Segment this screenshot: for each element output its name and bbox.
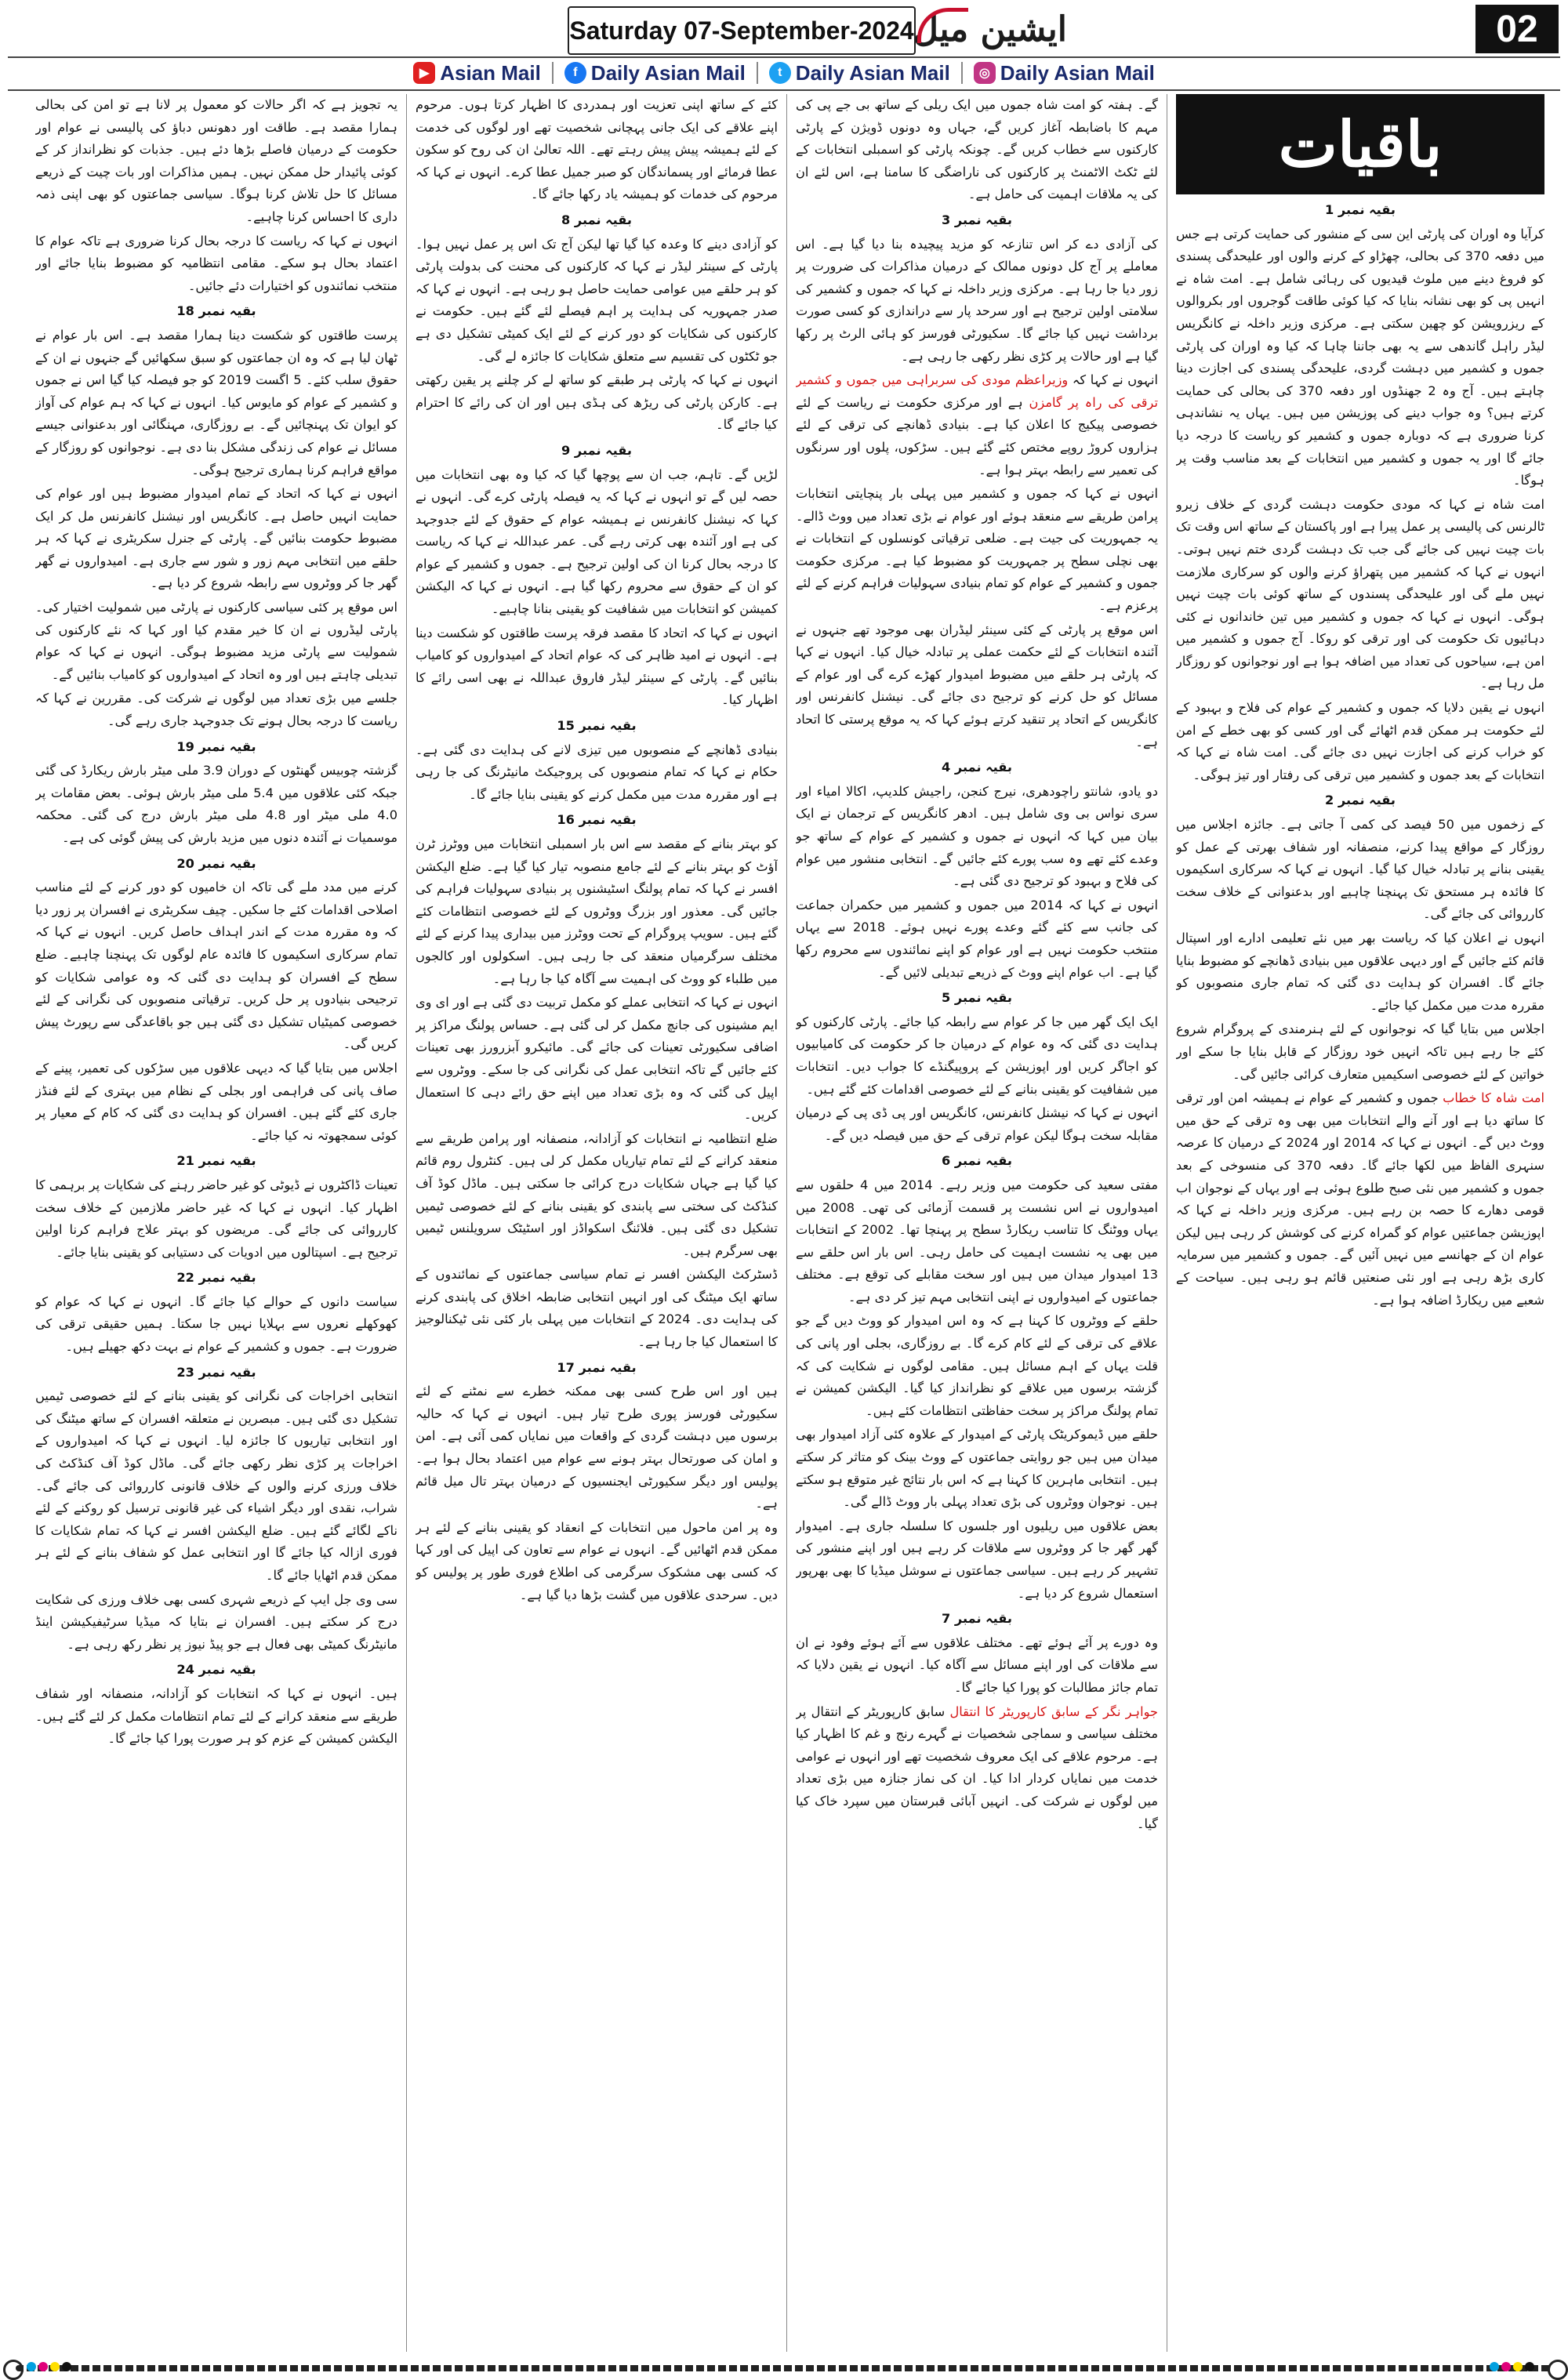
- social-label: Asian Mail: [440, 60, 541, 85]
- column-4: [35, 94, 397, 2352]
- article-paragraph: انہوں نے کہا کہ انتخابی عملے کو مکمل تربیت دی گئی ہے اور ای وی ایم مشینوں کی جانچ مکمل کر لی گئی ہے۔ حساس پولنگ مراکز پر اضافی سکیورٹی تعینات کی جائے گی۔ مائیکرو آبزرورز بھی تعینات کئے جائیں گے تاکہ انتخابی عمل کی نگرانی کی جا سکے۔ ووٹروں سے اپیل کی گئی کہ وہ بڑی تعداد میں اپنے حق رائے دہی کا استعمال کریں۔: [416, 995, 778, 1123]
- article-paragraph: اجلاس میں بتایا گیا کہ نوجوانوں کے لئے ہنرمندی کے پروگرام شروع کئے جا رہے ہیں تاکہ انہیں خود روزگار کے قابل بنایا جا سکے اور خواتین کے لئے خصوصی اسکیمیں متعارف کرائی جائیں گی۔: [1176, 1021, 1544, 1082]
- article-paragraph: اس موقع پر پارٹی کے کئی سینئر لیڈران بھی موجود تھے جنہوں نے آئندہ انتخابات کے لئے حکمت عملی پر تبادلہ خیال کیا۔ انہوں نے کہا کہ پارٹی ہر حلقے میں مضبوط امیدوار کھڑے کرے گی اور عوام کے مسائل کو حل کرنے کو ترجیح دی جائے گی۔ نیشنل کانفرنس اور کانگریس کے اتحاد پر تنقید کرتے ہوئے کہا کہ یہ موقع پرستی کا اتحاد ہے۔: [796, 622, 1158, 749]
- article-paragraph: حلقے میں ڈیموکریٹک پارٹی کے امیدوار کے علاوہ کئی آزاد امیدوار بھی میدان میں ہیں جو روایتی جماعتوں کے ووٹ بینک کو متاثر کر سکتے ہیں۔ انتخابی ماہرین کا کہنا ہے کہ اس بار نتائج غیر متوقع ہو سکتے ہیں۔ نوجوان ووٹروں کی بڑی تعداد پہلی بار ووٹ ڈالے گی۔: [796, 1427, 1158, 1510]
- continuation-heading: بقیہ نمبر 7: [942, 1611, 1012, 1627]
- continuation-heading: بقیہ نمبر 21: [176, 1153, 256, 1169]
- continuation-heading: بقیہ نمبر 20: [176, 855, 256, 871]
- facebook-icon: f: [564, 62, 586, 84]
- article-paragraph: کے زخموں میں 50 فیصد کی کمی آ جاتی ہے۔ جائزہ اجلاس میں روزگار کے مواقع پیدا کرنے، منصفانہ اور شفاف بھرتی کے عمل کو یقینی بنانے پر تبادلہ خیال کیا گیا۔ انہوں نے کہا کہ سرکاری اسکیموں کا فائدہ ہر مستحق تک پہنچنا چاہیے اور بدعنوانی کے خلاف سخت کارروائی کی جائے گی۔: [1176, 817, 1544, 922]
- newspaper-logo: [908, 2, 1073, 56]
- article-paragraph: یہ تجویز ہے کہ اگر حالات کو معمول پر لانا ہے تو امن کی بحالی ہمارا مقصد ہے۔ طاقت اور دھونس دباؤ کی پالیسی نے عوام اور حکومت کے درمیان فاصلے بڑھا دئے ہیں۔ جذبات کو نظرانداز کر کے کوئی پائیدار حل ممکن نہیں۔ ہمیں مذاکرات اور بات چیت کے ذریعے مسائل کا حل تلاش کرنا ہوگا۔ سیاسی جماعتوں کو بھی اپنی ذمہ داری کا احساس کرنا چاہیے۔: [35, 97, 397, 224]
- twitter-icon: t: [769, 62, 791, 84]
- article-paragraph: ہیں۔ انہوں نے کہا کہ انتخابات کو آزادانہ، منصفانہ اور شفاف طریقے سے منعقد کرانے کے لئے تمام انتظامات مکمل کر لئے گئے ہیں۔ الیکشن کمیشن کے عزم کو ہر صورت پورا کیا جائے گا۔: [35, 1685, 397, 1747]
- footer-rule: [16, 2365, 1552, 2371]
- article-paragraph: دو یادو، شانتو راچودھری، نیرج کنجن، راجیش کلدیپ، اکالا امیاء اور سری نواس بی وی شامل ہیں۔ ادھر کانگریس کے ترجمان نے ایک بیان میں کہا کہ انہوں نے جموں و کشمیر کے عوام کے ساتھ جو وعدے کئے تھے وہ سب پورے کئے جائیں گے۔ انتخابی منشور میں عوام کی فلاح و بہبود کو ترجیح دی گئی ہے۔: [796, 783, 1158, 889]
- continuation-heading: بقیہ نمبر 4: [942, 760, 1012, 775]
- article-paragraph: کرآیا وہ اوران کی پارٹی این سی کے منشور کی حمایت کرتی ہے جس میں دفعہ 370 کی بحالی، چھڑاو کے کرنے والوں اور علیحدگی پسندی کو فروغ دینے میں ملوث قیدیوں کی رہائی شامل ہے۔ امت شاہ نے انہیں پی کو بھی نشانہ بنایا کہ کیا کوئی طاقت گوجروں اور بکروالوں کے ریزرویشن کو چھین سکتی ہے۔ مرکزی وزیر داخلہ نے کانگریس لیڈر راہل گاندھی سے یہ بھی جاننا چاہا کہ کیا وہ اوران کی پارٹی جموں و کشمیر میں دہشت گردی، علیحدگی پسندی کی اجازت دینا چاہتے ہیں۔ آج وہ 2 جھنڈوں اور دفعہ 370 کی بحالی کی حمایت کرتے ہیں؟ وہ جواب دینے کی پوزیشن میں ہیں۔ یہاں یہ نشاندہی کرنا ضروری ہے کہ دوبارہ جموں و کشمیر کو ریاست کا درجہ دیا جائے گا اور یہ جموں و کشمیر میں انتخابات کے بعد مناسب وقت پر ہوگا۔: [1176, 226, 1544, 488]
- article-paragraph: انہوں نے کہا کہ 2014 میں جموں و کشمیر میں حکمران جماعت کی جانب سے کئے گئے وعدے پورے نہیں ہوئے۔ 2018 سے یہاں منتخب حکومت نہیں ہے اور عوام کو اپنے نمائندوں سے محروم رکھا گیا ہے۔ اب عوام اپنے ووٹ کے ذریعے تبدیلی لائیں گے۔: [796, 897, 1158, 980]
- article-paragraph: لڑیں گے۔ تاہم، جب ان سے پوچھا گیا کہ کیا وہ بھی انتخابات میں حصہ لیں گے تو انہوں نے کہا کہ یہ فیصلہ پارٹی کرے گی۔ انہوں نے کہا کہ نیشنل کانفرنس نے ہمیشہ عوام کے حقوق کے لئے جدوجہد کی ہے اور آئندہ بھی کرتی رہے گی۔ عمر عبداللہ نے کہا کہ ریاست کا درجہ بحال کرنا ان کی اولین ترجیح ہے۔ جموں و کشمیر کے عوام کو ان کے حقوق سے محروم رکھا گیا ہے۔ انہوں نے کہا کہ الیکشن کمیشن کو انتخابات میں شفافیت کو یقینی بنانا چاہیے۔: [416, 466, 778, 617]
- print-marks: [0, 2356, 1568, 2379]
- article-paragraph: وہ دورے پر آئے ہوئے تھے۔ مختلف علاقوں سے آئے ہوئے وفود نے ان سے ملاقات کی اور اپنے مسائل سے آگاہ کیا۔ انہوں نے یقین دلایا کہ تمام جائز مطالبات کو پورا کیا جائے گا۔: [796, 1634, 1158, 1695]
- social-bar: [0, 58, 1568, 88]
- color-swatches: [27, 2362, 71, 2371]
- article-paragraph: گزشتہ چوبیس گھنٹوں کے دوران 3.9 ملی میٹر بارش ریکارڈ کی گئی جبکہ کئی علاقوں میں 5.4 ملی میٹر بارش ہوئی۔ بعض مقامات پر 4.0 ملی میٹر اور 4.8 ملی میٹر بارش درج کی گئی۔ محکمہ موسمیات نے آئندہ دنوں میں مزید بارش کی پیش گوئی کی ہے۔: [35, 763, 397, 845]
- article-paragraph: بنیادی ڈھانچے کے منصوبوں میں تیزی لانے کی ہدایت دی گئی ہے۔ حکام نے کہا کہ تمام منصوبوں کی پروجیکٹ مانیٹرنگ کی جا رہی ہے اور مقررہ مدت میں مکمل کرنے کو یقینی بنایا جائے گا۔: [416, 742, 778, 802]
- article-paragraph: اس موقع پر کئی سیاسی کارکنوں نے پارٹی میں شمولیت اختیار کی۔ پارٹی لیڈروں نے ان کا خیر مقدم کیا اور کہا کہ نئے کارکنوں کی شمولیت سے پارٹی مزید مضبوط ہوگی۔ انہوں نے کہا کہ عوام تبدیلی چاہتے ہیں اور وہ اتحاد کے امیدواروں کو کامیاب بنائیں گے۔: [35, 600, 397, 682]
- highlight-text: امت شاہ کا خطاب: [1443, 1090, 1544, 1106]
- article-paragraph: [1176, 1087, 1544, 1312]
- article-paragraph: [796, 369, 1158, 481]
- social-instagram[interactable]: [974, 61, 1155, 85]
- article-paragraph: ایک ایک گھر میں جا کر عوام سے رابطہ کیا جائے۔ پارٹی کارکنوں کو ہدایت دی گئی کہ وہ عوام کے درمیان جا کر حکومت کی کامیابیوں کو اجاگر کریں اور اپوزیشن کے پروپیگنڈے کا جواب دیں۔ انتخابات میں شفافیت کو یقینی بنانے کے لئے خصوصی اقدامات کئے گئے ہیں۔: [796, 1014, 1158, 1097]
- article-paragraph: انہوں نے یقین دلایا کہ جموں و کشمیر کے عوام کی فلاح و بہبود کے لئے حکومت ہر ممکن قدم اٹھائے گی اور کسی کو بھی خطے کے امن کو خراب کرنے کی اجازت نہیں دی جائے گی۔ امت شاہ نے کہا کہ انتخابات کے بعد جموں و کشمیر میں ترقی کی رفتار اور تیز ہوگی۔: [1176, 700, 1544, 782]
- column-3: [416, 94, 778, 2352]
- article-paragraph: کئے کے ساتھ اپنی تعزیت اور ہمدردی کا اظہار کرتا ہوں۔ مرحوم اپنے علاقے کی ایک جانی پہچانی شخصیت تھے اور لوگوں کی خدمت کے لئے ہمیشہ پیش پیش رہتے تھے۔ اللہ تعالیٰ ان کی روح کو سکون عطا فرمائے اور پسماندگان کو صبر جمیل عطا کرے۔ انہوں نے کہا کہ مرحوم کی خدمات کو ہمیشہ یاد رکھا جائے گا۔: [416, 97, 778, 202]
- column-divider: [786, 94, 787, 2352]
- article-paragraph: سی وی جل ایپ کے ذریعے شہری کسی بھی خلاف ورزی کی شکایت درج کر سکتے ہیں۔ افسران نے بتایا کہ میڈیا سرٹیفیکیشن اینڈ مانیٹرنگ کمیٹی بھی فعال ہے جو پیڈ نیوز پر نظر رکھ رہی ہے۔: [35, 1591, 397, 1652]
- continuation-heading: بقیہ نمبر 24: [176, 1662, 256, 1678]
- article-paragraph: انتخابی اخراجات کی نگرانی کو یقینی بنانے کے لئے خصوصی ٹیمیں تشکیل دی گئی ہیں۔ مبصرین نے متعلقہ افسران کے ساتھ میٹنگ کی اور انتخابی تیاریوں کا جائزہ لیا۔ انہوں نے کہا کہ امیدواروں کے اخراجات پر کڑی نظر رکھی جائے گی۔ ماڈل کوڈ آف کنڈکٹ کی خلاف ورزی کرنے والوں کے خلاف قانونی کارروائی کی جائے گی۔ شراب، نقدی اور دیگر اشیاء کی غیر قانونی ترسیل کو روکنے کے لئے ناکے لگائے گئے ہیں۔ ضلع الیکشن افسر نے کہا کہ تمام شکایات کا فوری ازالہ کیا جائے گا اور انتخابی عمل کو شفاف بنانے کے لئے ہر ممکن قدم اٹھایا جائے گا۔: [35, 1388, 397, 1583]
- registration-mark-icon: [3, 2360, 24, 2380]
- continuation-heading: بقیہ نمبر 22: [176, 1270, 256, 1286]
- article-paragraph: وہ پر امن ماحول میں انتخابات کے انعقاد کو یقینی بنانے کے لئے ہر ممکن قدم اٹھائیں گے۔ انہوں نے عوام سے تعاون کی اپیل کی اور کہا کہ کسی بھی مشکوک سرگرمی کی اطلاع فوری طور پر پولیس کو دیں۔ سرحدی علاقوں میں گشت بڑھا دیا گیا ہے۔: [416, 1519, 778, 1602]
- continuation-heading: بقیہ نمبر 18: [176, 303, 256, 319]
- continuation-heading: بقیہ نمبر 3: [942, 212, 1012, 227]
- continuation-heading: بقیہ نمبر 1: [1325, 202, 1396, 217]
- article-paragraph: کی آزادی دے کر اس تنازعہ کو مزید پیچیدہ بنا دیا گیا ہے۔ اس معاملے پر آج کل دونوں ممالک کے درمیان مذاکرات کی ضرورت پر زور دیا جا رہا ہے۔ مرکزی وزیر داخلہ نے کہا کہ جموں و کشمیر کی سلامتی اولین ترجیح ہے اور سرحد پار سے دراندازی کو کسی صورت برداشت نہیں کیا جائے گا۔ سکیورٹی فورسز کو ہائی الرٹ پر رکھا گیا ہے اور حالات پر کڑی نظر رکھی جا رہی ہے۔: [796, 236, 1158, 364]
- article-paragraph: انہوں نے کہا کہ اتحاد کا مقصد فرقہ پرست طاقتوں کو شکست دینا ہے۔ انہوں نے امید ظاہر کی کہ عوام اتحاد کے امیدواروں کو کامیاب بنائیں گے۔ پارٹی کے سینئر لیڈر فاروق عبداللہ نے بھی اسی رائے کا اظہار کیا۔: [416, 625, 778, 708]
- youtube-icon: ▶: [413, 62, 435, 84]
- social-facebook[interactable]: [564, 61, 746, 85]
- article-paragraph: گے۔ ہفتہ کو امت شاہ جموں میں ایک ریلی کے ساتھ بی جے پی کی مہم کا باضابطہ آغاز کریں گے، جہاں وہ دونوں ڈویژن کے پارٹی کارکنوں سے خطاب کریں گے۔ چونکہ پارٹی کو اسمبلی انتخابات کے لئے ٹکٹ الاٹمنٹ پر کارکنوں کی ناراضگی کا سامنا ہے، اس لئے ان کی یہ ملاقات اہمیت کی حامل ہے۔: [796, 97, 1158, 202]
- social-label: Daily Asian Mail: [795, 60, 950, 85]
- divider: [552, 62, 554, 84]
- article-paragraph: انہوں نے کہا کہ اتحاد کے تمام امیدوار مضبوط ہیں اور عوام کی حمایت انہیں حاصل ہے۔ کانگریس اور نیشنل کانفرنس مل کر ایک مضبوط حکومت بنائیں گے۔ پارٹی کے جنرل سکریٹری نے کہا کہ ہر حلقے میں انتخابی مہم زور و شور سے جاری ہے۔ امیدواروں نے گھر گھر جا کر ووٹروں سے رابطہ شروع کر دیا ہے۔: [35, 486, 397, 591]
- column-1: [1176, 94, 1544, 2352]
- article-paragraph: انہوں نے کہا کہ پارٹی ہر طبقے کو ساتھ لے کر چلنے پر یقین رکھتی ہے۔ کارکن پارٹی کی ریڑھ کی ہڈی ہیں اور ان کی رائے کا احترام کیا جائے گا۔: [416, 372, 778, 433]
- continuation-heading: بقیہ نمبر 15: [557, 718, 637, 734]
- page-number: 02: [1475, 5, 1559, 53]
- issue-date: Saturday 07-September-2024: [568, 6, 916, 55]
- article-paragraph: کو آزادی دینے کا وعدہ کیا گیا تھا لیکن آج تک اس پر عمل نہیں ہوا۔ پارٹی کے سینئر لیڈر نے کہا کہ کارکنوں کی محنت کی بدولت پارٹی کو ہر حلقے میں عوامی حمایت حاصل ہو رہی ہے۔ انہوں نے کہا کہ صدر جمہوریہ کی ہدایت پر اہم فیصلے لئے گئے ہیں۔ حکومت نے کارکنوں کی شکایات کو دور کرنے کے لئے ایک کمیٹی تشکیل دی ہے جو ٹکٹوں کی تقسیم سے متعلق شکایات کا جائزہ لے گی۔: [416, 236, 778, 364]
- article-paragraph: کرنے میں مدد ملے گی تاکہ ان خامیوں کو دور کرنے کے لئے مناسب اصلاحی اقدامات کئے جا سکیں۔ چیف سکریٹری نے افسران پر زور دیا کہ وہ مقررہ مدت کے اندر اہداف حاصل کریں۔ انہوں نے کہا کہ تمام سرکاری اسکیموں کا فائدہ عام لوگوں تک پہنچنا چاہیے۔ ضلع سطح کے افسران کو ہدایت دی گئی کہ وہ عوامی شکایات کو ترجیحی بنیادوں پر حل کریں۔ ترقیاتی منصوبوں کی نگرانی کے لئے خصوصی کمیٹیاں تشکیل دی گئی ہیں جو باقاعدگی سے رپورٹ پیش کریں گی۔: [35, 880, 397, 1052]
- article-paragraph: پرست طاقتوں کو شکست دینا ہمارا مقصد ہے۔ اس بار عوام نے ٹھان لیا ہے کہ وہ ان جماعتوں کو سبق سکھائیں گے جنہوں نے ان کے حقوق سلب کئے۔ 5 اگست 2019 کو جو فیصلہ کیا گیا اس نے جموں و کشمیر کے عوام کو مایوس کیا۔ انہوں نے کہا کہ ہم عوام کی آواز کو ایوان تک پہنچائیں گے۔ بے روزگاری، مہنگائی اور بدعنوانی جیسے مسائل نے عوام کی زندگی مشکل بنا دی ہے۔ نوجوانوں کو روزگار کے مواقع فراہم کرنا ہماری ترجیح ہوگی۔: [35, 327, 397, 477]
- article-paragraph: [796, 1701, 1158, 1836]
- continuation-heading: بقیہ نمبر 19: [176, 738, 256, 754]
- social-youtube[interactable]: [413, 61, 541, 85]
- article-paragraph: حلقے کے ووٹروں کا کہنا ہے کہ وہ اس امیدوار کو ووٹ دیں گے جو علاقے کی ترقی کے لئے کام کرے گا۔ بے روزگاری، بجلی اور پانی کی قلت یہاں کے اہم مسائل ہیں۔ مقامی لوگوں نے شکایت کی کہ گزشتہ برسوں میں علاقے کو نظرانداز کیا گیا۔ الیکشن کمیشن نے تمام پولنگ مراکز پر سخت حفاظتی انتظامات کئے ہیں۔: [796, 1313, 1158, 1418]
- paragraph-text: انہوں نے کہا کہ: [1068, 372, 1158, 388]
- continuation-heading: بقیہ نمبر 9: [561, 442, 632, 458]
- social-label: Daily Asian Mail: [1000, 60, 1155, 85]
- article-paragraph: جلسے میں بڑی تعداد میں لوگوں نے شرکت کی۔ مقررین نے کہا کہ ریاست کا درجہ بحال ہونے تک جدوجہد جاری رہے گی۔: [35, 691, 397, 729]
- continuation-heading: بقیہ نمبر 6: [942, 1153, 1012, 1169]
- paragraph-text: ہے اور مرکزی حکومت نے ریاست کے لئے خصوصی پیکیج کا اعلان کیا ہے۔ بنیادی ڈھانچے کی ترقی کے لئے ہزاروں کروڑ روپے مختص کئے گئے ہیں۔ سڑکوں، پلوں اور سرنگوں کی تعمیر سے رابطہ بہتر ہوا ہے۔: [796, 394, 1158, 477]
- social-twitter[interactable]: [769, 61, 950, 85]
- paragraph-text: سابق کارپوریٹر کے انتقال پر مختلف سیاسی و سماجی شخصیات نے گہرے رنج و غم کا اظہار کیا ہے۔ مرحوم علاقے کی ایک معروف شخصیت تھے اور انہوں نے عوامی خدمت میں نمایاں کردار ادا کیا۔ ان کی نماز جنازہ میں بڑی تعداد میں لوگوں نے شرکت کی۔ انہیں آبائی قبرستان میں سپرد خاک کیا گیا۔: [796, 1703, 1158, 1831]
- social-label: Daily Asian Mail: [590, 60, 746, 85]
- article-paragraph: تعینات ڈاکٹروں نے ڈیوٹی کو غیر حاضر رہنے کی شکایات پر برہمی کا اظہار کیا۔ انہوں نے کہا کہ غیر حاضر ملازمین کے خلاف سخت کارروائی کی جائے گی۔ مریضوں کو بہتر علاج فراہم کرنا اولین ترجیح ہے۔ اسپتالوں میں ادویات کی دستیابی کو یقینی بنایا جائے۔: [35, 1177, 397, 1260]
- article-paragraph: بعض علاقوں میں ریلیوں اور جلسوں کا سلسلہ جاری ہے۔ امیدوار گھر گھر جا کر ووٹروں سے ملاقات کر رہے ہیں اور اپنے منشور کی تشہیر کر رہے ہیں۔ سیاسی جماعتوں نے سوشل میڈیا کا بھی بھرپور استعمال شروع کر دیا ہے۔: [796, 1518, 1158, 1601]
- article-paragraph: کو بہتر بنانے کے مقصد سے اس بار اسمبلی انتخابات میں ووٹرز ٹرن آؤٹ کو بہتر بنانے کے لئے جامع منصوبہ تیار کیا گیا ہے۔ ضلع الیکشن افسر نے کہا کہ تمام پولنگ اسٹیشنوں پر بنیادی سہولیات فراہم کی جائیں گی۔ معذور اور بزرگ ووٹروں کے لئے خصوصی انتظامات کئے گئے ہیں۔ سویپ پروگرام کے تحت ووٹرز میں بیداری پیدا کرنے کے لئے مختلف سرگرمیاں منعقد کی جا رہی ہیں۔ اسکولوں اور کالجوں میں طلباء کو ووٹ کی اہمیت سے آگاہ کیا جا رہا ہے۔: [416, 836, 778, 986]
- continuation-heading: بقیہ نمبر 17: [557, 1359, 637, 1375]
- paragraph-text: جموں و کشمیر کے عوام نے ہمیشہ امن اور ترقی کا ساتھ دیا ہے اور آنے والے انتخابات میں بھی وہ ترقی کے حق میں ووٹ دیں گے۔ انہوں نے کہا کہ 2014 اور 2024 کے درمیان کا عرصہ سنہری الفاظ میں لکھا جائے گا۔ دفعہ 370 کی منسوخی کے بعد جموں و کشمیر میں نئی صبح طلوع ہوئی ہے اور یہاں کے نوجوان اب قومی دھارے کا حصہ بن رہے ہیں۔ مرکزی وزیر داخلہ نے کہا کہ اپوزیشن جماعتیں عوام کو گمراہ کرنے کی کوشش کر رہی ہیں لیکن عوام ان کے جھانسے میں نہیں آئیں گے۔ جموں و کشمیر میں سرمایہ کاری بڑھ رہی ہے اور نئی صنعتیں قائم ہو رہی ہیں۔ سیاحت کے شعبے میں ریکارڈ اضافہ ہوا ہے۔: [1176, 1090, 1544, 1308]
- continuation-heading: بقیہ نمبر 8: [561, 212, 632, 227]
- masthead-title: ایشین میل: [913, 9, 1067, 49]
- registration-mark-icon: [1548, 2360, 1568, 2380]
- continuation-heading: بقیہ نمبر 5: [942, 990, 1012, 1006]
- article-paragraph: انہوں نے کہا کہ نیشنل کانفرنس، کانگریس اور پی ڈی پی کے درمیان مقابلہ سخت ہوگا لیکن عوام ترقی کے حق میں فیصلہ دیں گے۔: [796, 1105, 1158, 1143]
- article-paragraph: انہوں نے کہا کہ ریاست کا درجہ بحال کرنا ضروری ہے تاکہ عوام کا اعتماد بحال ہو سکے۔ مقامی انتظامیہ کو مضبوط بنایا جائے اور منتخب نمائندوں کو اختیارات دئے جائیں۔: [35, 233, 397, 293]
- continuation-heading: بقیہ نمبر 23: [176, 1364, 256, 1380]
- highlight-text: جواہر نگر کے سابق کارپوریٹر کا انتقال: [949, 1703, 1158, 1719]
- article-paragraph: مفتی سعید کی حکومت میں وزیر رہے۔ 2014 میں 4 حلقوں سے امیدواروں نے اس نشست پر قسمت آزمائی کی تھی۔ 2008 میں یہاں ووٹنگ کا تناسب ریکارڈ سطح پر پہنچا تھا۔ 2002 کے انتخابات میں بھی یہ نشست اہمیت کی حامل رہی۔ اس بار اس حلقے سے 13 امیدوار میدان میں ہیں اور سخت مقابلے کی توقع ہے۔ مختلف جماعتوں کے امیدواروں نے اپنی انتخابی مہم تیز کر دی ہے۔: [796, 1177, 1158, 1304]
- page-header: [0, 0, 1568, 56]
- instagram-icon: ◎: [974, 62, 996, 84]
- continuation-heading: بقیہ نمبر 2: [1325, 793, 1396, 808]
- article-paragraph: ضلع انتظامیہ نے انتخابات کو آزادانہ، منصفانہ اور پرامن طریقے سے منعقد کرانے کے لئے تمام تیاریاں مکمل کر لی ہیں۔ کنٹرول روم قائم کیا گیا ہے جہاں شکایات درج کرائی جا سکتی ہیں۔ ماڈل کوڈ آف کنڈکٹ کی سختی سے پابندی کو یقینی بنانے کے لئے خصوصی ٹیمیں تشکیل دی گئی ہیں۔ فلائنگ اسکواڈز اور اسٹیٹک سرویلنس ٹیمیں بھی سرگرم ہیں۔: [416, 1130, 778, 1258]
- divider: [961, 62, 963, 84]
- article-paragraph: انہوں نے اعلان کیا کہ ریاست بھر میں نئے تعلیمی ادارے اور اسپتال قائم کئے جائیں گے اور دیہی علاقوں میں بنیادی ڈھانچے کو مضبوط بنایا جائے گا۔ افسران کو ہدایت دی گئی کہ تمام جاری منصوبوں کو مقررہ مدت میں مکمل کیا جائے۔: [1176, 931, 1544, 1013]
- article-paragraph: ڈسٹرکٹ الیکشن افسر نے تمام سیاسی جماعتوں کے نمائندوں کے ساتھ ایک میٹنگ کی اور انہیں انتخابی ضابطہ اخلاق کی پابندی کرنے کی ہدایت دی۔ 2024 کے انتخابات میں پہلی بار کئی نئی ٹیکنالوجیز کا استعمال کیا جا رہا ہے۔: [416, 1267, 778, 1350]
- highlight-text: وزیراعظم مودی کی سربراہی میں جموں و کشمیر ترقی کی راہ پر گامزن: [796, 372, 1158, 410]
- column-2: [796, 94, 1158, 2352]
- article-paragraph: ہیں اور اس طرح کسی بھی ممکنہ خطرے سے نمٹنے کے لئے سکیورٹی فورسز پوری طرح تیار ہیں۔ انہوں نے کہا کہ حالیہ برسوں میں دہشت گردی کے واقعات میں نمایاں کمی آئی ہے۔ امن و امان کی صورتحال بہتر ہونے سے عوام میں اعتماد بحال ہوا ہے۔ پولیس اور دیگر سکیورٹی ایجنسیوں کے درمیان بہتر تال میل قائم ہے۔: [416, 1384, 778, 1511]
- article-columns: [24, 94, 1544, 2352]
- section-banner: باقیات: [1176, 94, 1544, 194]
- divider: [757, 62, 758, 84]
- article-paragraph: انہوں نے کہا کہ جموں و کشمیر میں پہلی بار پنچایتی انتخابات پرامن طریقے سے منعقد ہوئے اور عوام نے بڑی تعداد میں ووٹ ڈالے۔ یہ جمہوریت کی جیت ہے۔ ضلعی ترقیاتی کونسلوں کے انتخابات نے بھی نچلی سطح پر جمہوریت کو مضبوط کیا ہے۔ مرکزی حکومت جموں و کشمیر کے عوام کو تمام بنیادی سہولیات فراہم کرنے کے لئے پرعزم ہے۔: [796, 486, 1158, 614]
- continuation-heading: بقیہ نمبر 16: [557, 812, 637, 828]
- article-paragraph: سیاست دانوں کے حوالے کیا جائے گا۔ انہوں نے کہا کہ عوام کو کھوکھلے نعروں سے بہلایا نہیں جا سکتا۔ ہمیں حقیقی ترقی کی ضرورت ہے۔ جموں و کشمیر کے عوام نے بہت دکھ جھیلے ہیں۔: [35, 1293, 397, 1355]
- social-divider: [8, 89, 1560, 91]
- article-paragraph: اجلاس میں بتایا گیا کہ دیہی علاقوں میں سڑکوں کی تعمیر، پینے کے صاف پانی کی فراہمی اور بجلی کے نظام میں بہتری کے لئے فنڈز جاری کئے گئے ہیں۔ افسران کو ہدایت دی گئی کہ کام کے معیار پر کوئی سمجھوتہ نہ کیا جائے۔: [35, 1060, 397, 1143]
- column-divider: [406, 94, 407, 2352]
- article-paragraph: امت شاہ نے کہا کہ مودی حکومت دہشت گردی کے خلاف زیرو ٹالرنس کی پالیسی پر عمل پیرا ہے اور پاکستان کے ساتھ اس وقت تک بات چیت نہیں کی جائے گی جب تک دہشت گردی ختم نہیں ہوتی۔ انہوں نے کہا کہ کشمیر میں پتھراؤ کرنے والوں کو سرکاری ملازمت نہیں ملے گی اور علیحدگی پسندوں کے ساتھ کوئی بات چیت نہیں ہوگی۔ انہوں نے کہا کہ جموں و کشمیر میں تین خاندانوں نے کئی دہائیوں تک حکومت کی اور ترقی کو روکا۔ آج جموں و کشمیر میں امن ہے، سیاحوں کی تعداد میں اضافہ ہوا ہے اور نوجوانوں کو روزگار مل رہا ہے۔: [1176, 496, 1544, 691]
- color-swatches: [1490, 2362, 1534, 2371]
